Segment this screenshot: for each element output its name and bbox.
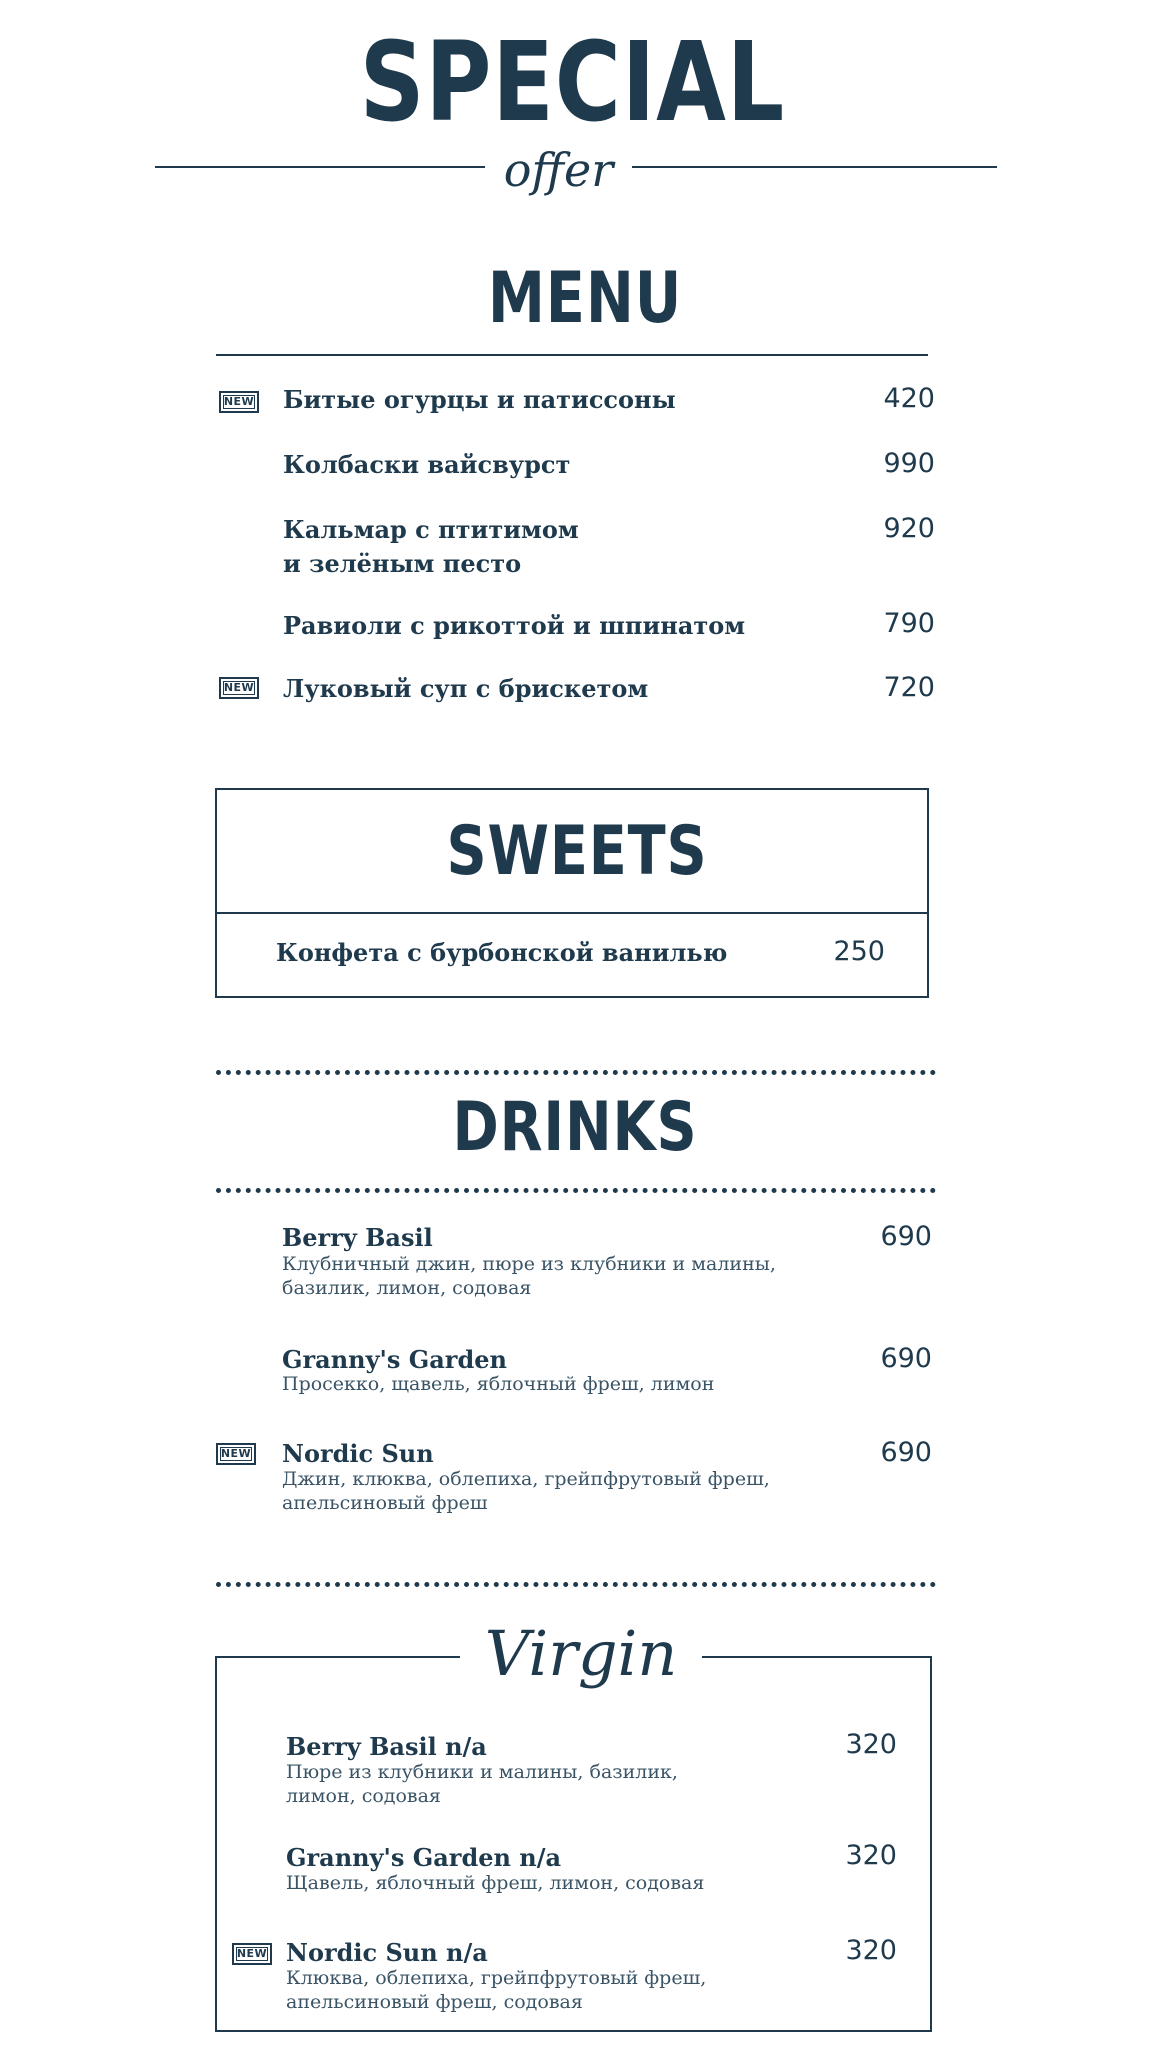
- virgin-drink-description: [286, 1966, 706, 2014]
- drinks-title: DRINKS: [452, 1088, 698, 1167]
- drink-description: [282, 1252, 776, 1300]
- menu-item-name-line1: Кальмар с птитимом: [283, 515, 579, 544]
- drink-description-line2: апельсиновый фреш: [282, 1492, 488, 1514]
- virgin-drink-description-line2: апельсиновый фреш, содовая: [286, 1991, 583, 2013]
- sweets-title: SWEETS: [446, 812, 708, 891]
- virgin-drink-description: [286, 1871, 704, 1895]
- new-badge: NEW: [219, 677, 259, 699]
- virgin-top-rule-right: [702, 1656, 932, 1658]
- drinks-dotted-rule-bottom: [216, 1188, 936, 1193]
- virgin-drink-description-line1: Пюре из клубники и малины, базилик,: [286, 1761, 678, 1783]
- drink-description-line1: Клубничный джин, пюре из клубники и малины,: [282, 1253, 776, 1275]
- virgin-top-rule-left: [215, 1656, 460, 1658]
- virgin-drink-description-line1: Клюква, облепиха, грейпфрутовый фреш,: [286, 1967, 707, 1989]
- drink-description-line1: Просекко, щавель, яблочный фреш, лимон: [282, 1373, 715, 1395]
- drink-description: [282, 1467, 770, 1515]
- menu-item-name-line2: и зелёным песто: [283, 549, 522, 578]
- drink-name: Berry Basil: [282, 1223, 433, 1252]
- menu-item-price: 790: [883, 608, 935, 639]
- drink-name: Granny's Garden: [282, 1345, 507, 1374]
- drink-description-line2: базилик, лимон, содовая: [282, 1277, 532, 1299]
- sweets-divider: [215, 912, 929, 914]
- sweets-item-price: 250: [833, 936, 885, 967]
- virgin-drink-price: 320: [845, 1729, 897, 1760]
- menu-item-price: 420: [883, 383, 935, 414]
- menu-item-name: Колбаски вайсвурст: [283, 450, 571, 479]
- virgin-drink-name: Nordic Sun n/a: [286, 1938, 488, 1967]
- new-badge: NEW: [219, 391, 259, 413]
- drink-price: 690: [880, 1343, 932, 1374]
- drink-description: [282, 1372, 714, 1396]
- menu-item-price: 990: [883, 448, 935, 479]
- drinks-dotted-rule-top: [216, 1070, 936, 1075]
- menu-item-price: 720: [883, 672, 935, 703]
- virgin-drink-description-line1: Щавель, яблочный фреш, лимон, содовая: [286, 1872, 705, 1894]
- menu-item-name: Луковый суп с брискетом: [283, 674, 649, 703]
- drink-price: 690: [880, 1221, 932, 1252]
- sweets-item-name: Конфета с бурбонской ванилью: [276, 938, 728, 967]
- menu-rule: [216, 354, 928, 356]
- header-rule-left: [155, 166, 485, 168]
- drink-price: 690: [880, 1437, 932, 1468]
- virgin-drink-price: 320: [845, 1840, 897, 1871]
- menu-item-price: 920: [883, 513, 935, 544]
- menu-item-name: [283, 513, 579, 581]
- virgin-drink-name: Berry Basil n/a: [286, 1732, 487, 1761]
- menu-item-name: Битые огурцы и патиссоны: [283, 385, 676, 414]
- new-badge: NEW: [232, 1943, 272, 1965]
- virgin-dotted-rule: [216, 1582, 936, 1587]
- special-title: SPECIAL: [359, 18, 786, 146]
- virgin-drink-description-line2: лимон, содовая: [286, 1785, 441, 1807]
- virgin-drink-name: Granny's Garden n/a: [286, 1843, 562, 1872]
- virgin-drink-price: 320: [845, 1935, 897, 1966]
- offer-subtitle: offer: [503, 143, 614, 197]
- virgin-drink-description: [286, 1760, 678, 1808]
- drink-name: Nordic Sun: [282, 1439, 434, 1468]
- virgin-title: Virgin: [484, 1617, 678, 1690]
- drink-description-line1: Джин, клюква, облепиха, грейпфрутовый фреш,: [282, 1468, 770, 1490]
- menu-title: MENU: [487, 257, 683, 339]
- new-badge: NEW: [216, 1443, 256, 1465]
- header-rule-right: [632, 166, 997, 168]
- menu-item-name: Равиоли с рикоттой и шпинатом: [283, 611, 746, 640]
